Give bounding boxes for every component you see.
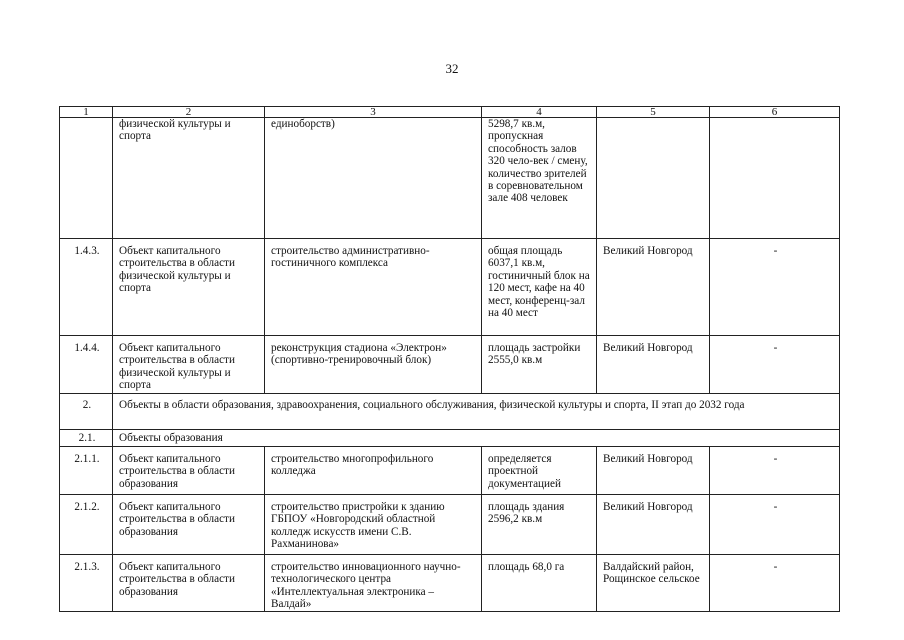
table-row — [60, 239, 840, 336]
header-col-5: 5 — [597, 107, 710, 118]
cell-name: Объект капитального строительства в области физической культуры и спорта — [113, 336, 265, 394]
cell-zone: - — [710, 495, 840, 555]
cell-location: Великий Новгород — [597, 495, 710, 555]
cell-location — [597, 118, 710, 239]
table-row — [60, 336, 840, 394]
cell-purpose: строительство административно-гостиничного комплекса — [265, 239, 482, 336]
header-col-2: 2 — [113, 107, 265, 118]
table-row — [60, 555, 840, 612]
row-number: 2.1.1. — [60, 447, 113, 495]
header-col-6: 6 — [710, 107, 840, 118]
row-number: 1.4.4. — [60, 336, 113, 394]
cell-zone — [710, 118, 840, 239]
cell-params: общая площадь 6037,1 кв.м, гостиничный блок на 120 мест, кафе на 40 мест, конференц-зал на 40 мест — [482, 239, 597, 336]
cell-name: физической культуры и спорта — [113, 118, 265, 239]
subsection-title: Объекты образования — [113, 430, 840, 447]
table-row-continuation — [60, 118, 840, 239]
header-col-3: 3 — [265, 107, 482, 118]
section-number: 2. — [60, 394, 113, 430]
subsection-number: 2.1. — [60, 430, 113, 447]
header-col-1: 1 — [60, 107, 113, 118]
table-header-row — [60, 107, 840, 118]
row-number: 1.4.3. — [60, 239, 113, 336]
cell-name: Объект капитального строительства в области физической культуры и спорта — [113, 239, 265, 336]
objects-table — [59, 106, 840, 612]
header-col-4: 4 — [482, 107, 597, 118]
cell-purpose: строительство пристройки к зданию ГБПОУ «Новгородский областной колледж искусств имени С.В. Рахманинова» — [265, 495, 482, 555]
cell-name: Объект капитального строительства в области образования — [113, 495, 265, 555]
table-row — [60, 447, 840, 495]
table-row — [60, 495, 840, 555]
cell-purpose: строительство инновационного научно-технологического центра «Интеллектуальная электроника – Валдай» — [265, 555, 482, 612]
page-number: 32 — [445, 61, 459, 76]
section-row — [60, 394, 840, 430]
cell-params: площадь здания 2596,2 кв.м — [482, 495, 597, 555]
cell-params: 5298,7 кв.м, пропускная способность залов 320 чело-век / смену, количество зрителей в соревновательном зале 408 человек — [482, 118, 597, 239]
cell-location: Великий Новгород — [597, 447, 710, 495]
cell-purpose: единоборств) — [265, 118, 482, 239]
row-number: 2.1.2. — [60, 495, 113, 555]
cell-params: площадь 68,0 га — [482, 555, 597, 612]
cell-location: Великий Новгород — [597, 239, 710, 336]
cell-purpose: строительство многопрофильного колледжа — [265, 447, 482, 495]
cell-zone: - — [710, 555, 840, 612]
cell-location: Валдайский район, Рощинское сельское — [597, 555, 710, 612]
cell-zone: - — [710, 239, 840, 336]
cell-name: Объект капитального строительства в области образования — [113, 555, 265, 612]
subsection-row — [60, 430, 840, 447]
cell-params: определяется проектной документацией — [482, 447, 597, 495]
row-number: 2.1.3. — [60, 555, 113, 612]
cell-params: площадь застройки 2555,0 кв.м — [482, 336, 597, 394]
cell-location: Великий Новгород — [597, 336, 710, 394]
cell-name: Объект капитального строительства в области образования — [113, 447, 265, 495]
cell-num — [60, 118, 113, 239]
section-title: Объекты в области образования, здравоохранения, социального обслуживания, физической культуры и спорта, II этап до 2032 года — [113, 394, 840, 430]
cell-zone: - — [710, 336, 840, 394]
cell-zone: - — [710, 447, 840, 495]
cell-purpose: реконструкция стадиона «Электрон» (спортивно-тренировочный блок) — [265, 336, 482, 394]
